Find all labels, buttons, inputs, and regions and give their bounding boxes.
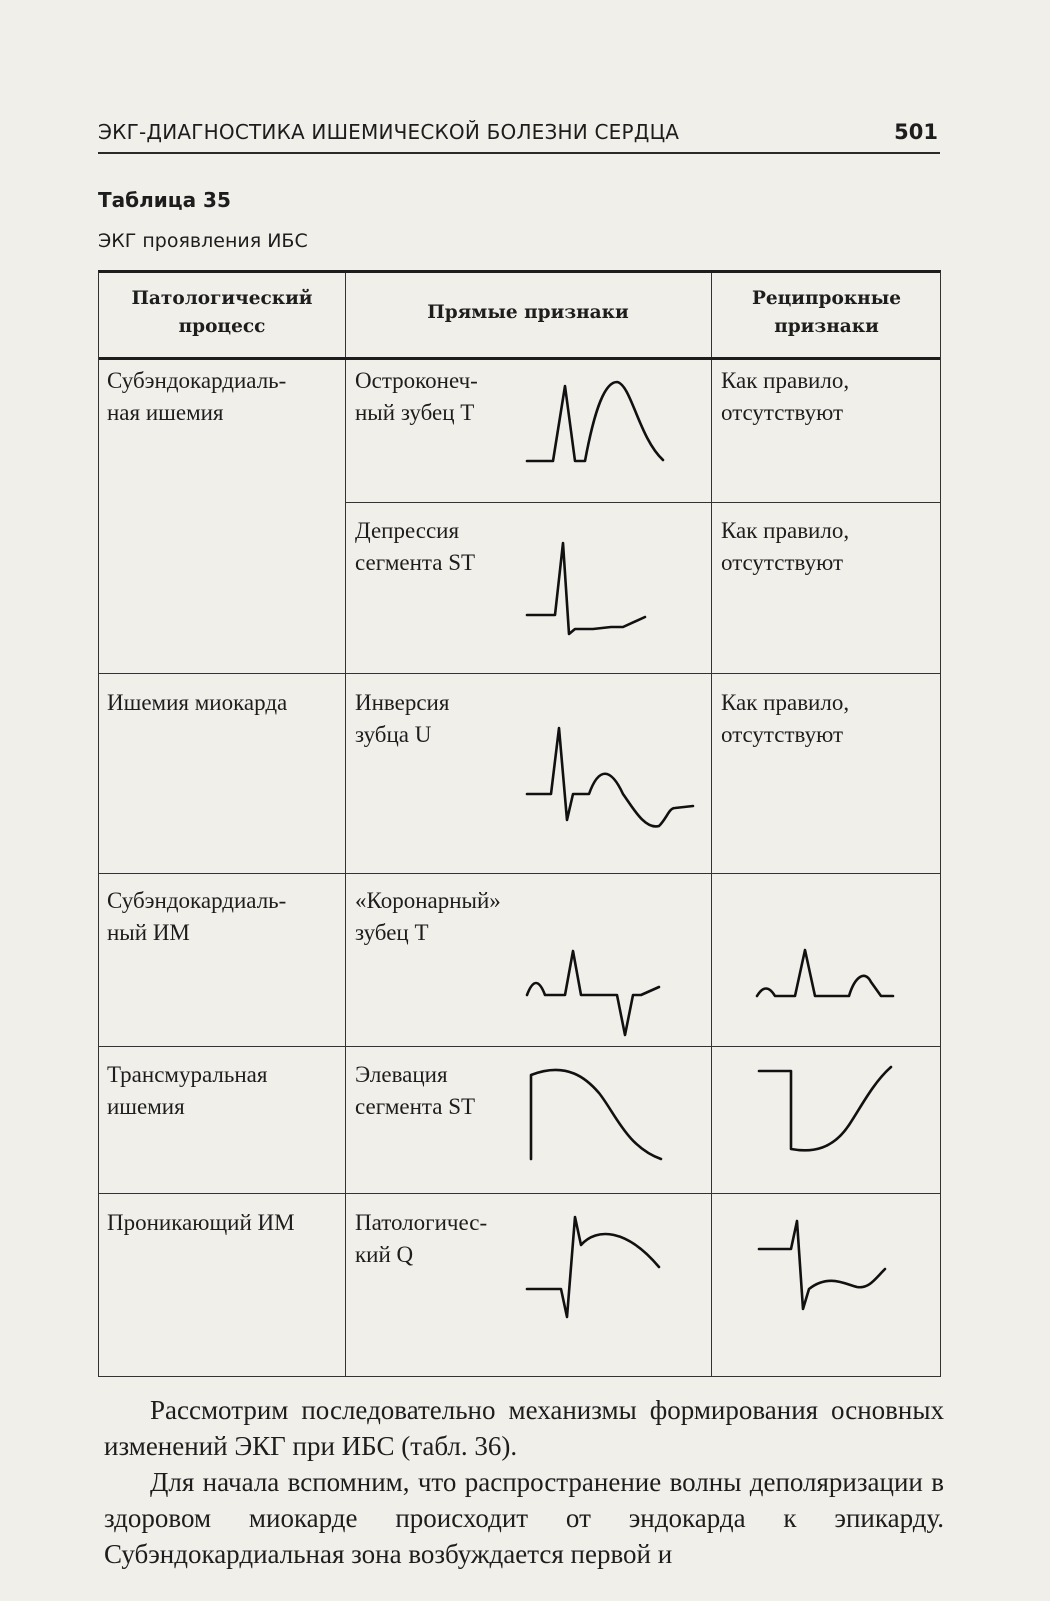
process-cell: Проникающий ИМ [107, 1210, 295, 1235]
process-cell: Субэндокардиаль- ная ишемия [107, 368, 287, 425]
reciprocal-tall-t-wave-icon [757, 948, 897, 1028]
direct-sign-cell: «Коронарный» зубец Т [355, 888, 501, 945]
running-header-title: ЭКГ-ДИАГНОСТИКА ИШЕМИЧЕСКОЙ БОЛЕЗНИ СЕРДЦА [98, 120, 680, 144]
row-divider [345, 502, 940, 503]
table-subcaption: ЭКГ проявления ИБС [98, 230, 308, 252]
direct-sign-cell: Депрессия сегмента ST [355, 518, 476, 575]
st-elevation-wave-icon [527, 1069, 667, 1169]
reciprocal-q-wave-icon [757, 1217, 897, 1317]
row-divider [99, 673, 940, 674]
row-divider [99, 1193, 940, 1194]
reciprocal-sign-cell: Как правило, отсутствуют [721, 518, 850, 575]
process-cell: Ишемия миокарда [107, 690, 288, 715]
page-number: 501 [894, 120, 938, 144]
column-divider [345, 273, 346, 1376]
paragraph: Для начала вспомним, что распространение волны деполяризации в здоровом миокарде происходит от эндокарда к эпикарду. Субэндокардиальная зона возбуждается первой и [104, 1467, 944, 1569]
ecg-table [98, 270, 941, 1377]
reciprocal-sign-cell: Как правило, отсутствуют [721, 690, 850, 747]
column-header-reciprocal: Реципрокные признаки [751, 288, 902, 337]
st-depression-wave-icon [527, 541, 667, 641]
process-cell: Субэндокардиаль- ный ИМ [107, 888, 287, 945]
u-wave-inversion-icon [527, 718, 697, 838]
peaked-t-wave-icon [527, 378, 667, 468]
row-divider [99, 1046, 940, 1047]
running-header [98, 116, 940, 154]
coronary-t-wave-icon [527, 949, 667, 1049]
process-cell: Трансмуральная ишемия [107, 1062, 268, 1119]
paragraph: Рассмотрим последовательно механизмы формирования основных изменений ЭКГ при ИБС (табл. 36). [104, 1395, 944, 1461]
column-header-process: Патологический процесс [131, 288, 313, 337]
direct-sign-cell: Патологичес- кий Q [355, 1210, 488, 1267]
header-divider [99, 357, 940, 360]
direct-sign-cell: Остроконеч- ный зубец Т [355, 368, 478, 425]
reciprocal-st-depression-icon [757, 1067, 897, 1167]
row-divider [99, 873, 940, 874]
table-caption: Таблица 35 [98, 188, 231, 212]
column-divider [711, 273, 712, 1376]
column-header-direct: Прямые признаки [427, 302, 629, 323]
direct-sign-cell: Инверсия зубца U [355, 690, 450, 747]
reciprocal-sign-cell: Как правило, отсутствуют [721, 368, 850, 425]
pathologic-q-wave-icon [527, 1217, 667, 1327]
body-text [104, 1392, 944, 1572]
direct-sign-cell: Элевация сегмента ST [355, 1062, 476, 1119]
